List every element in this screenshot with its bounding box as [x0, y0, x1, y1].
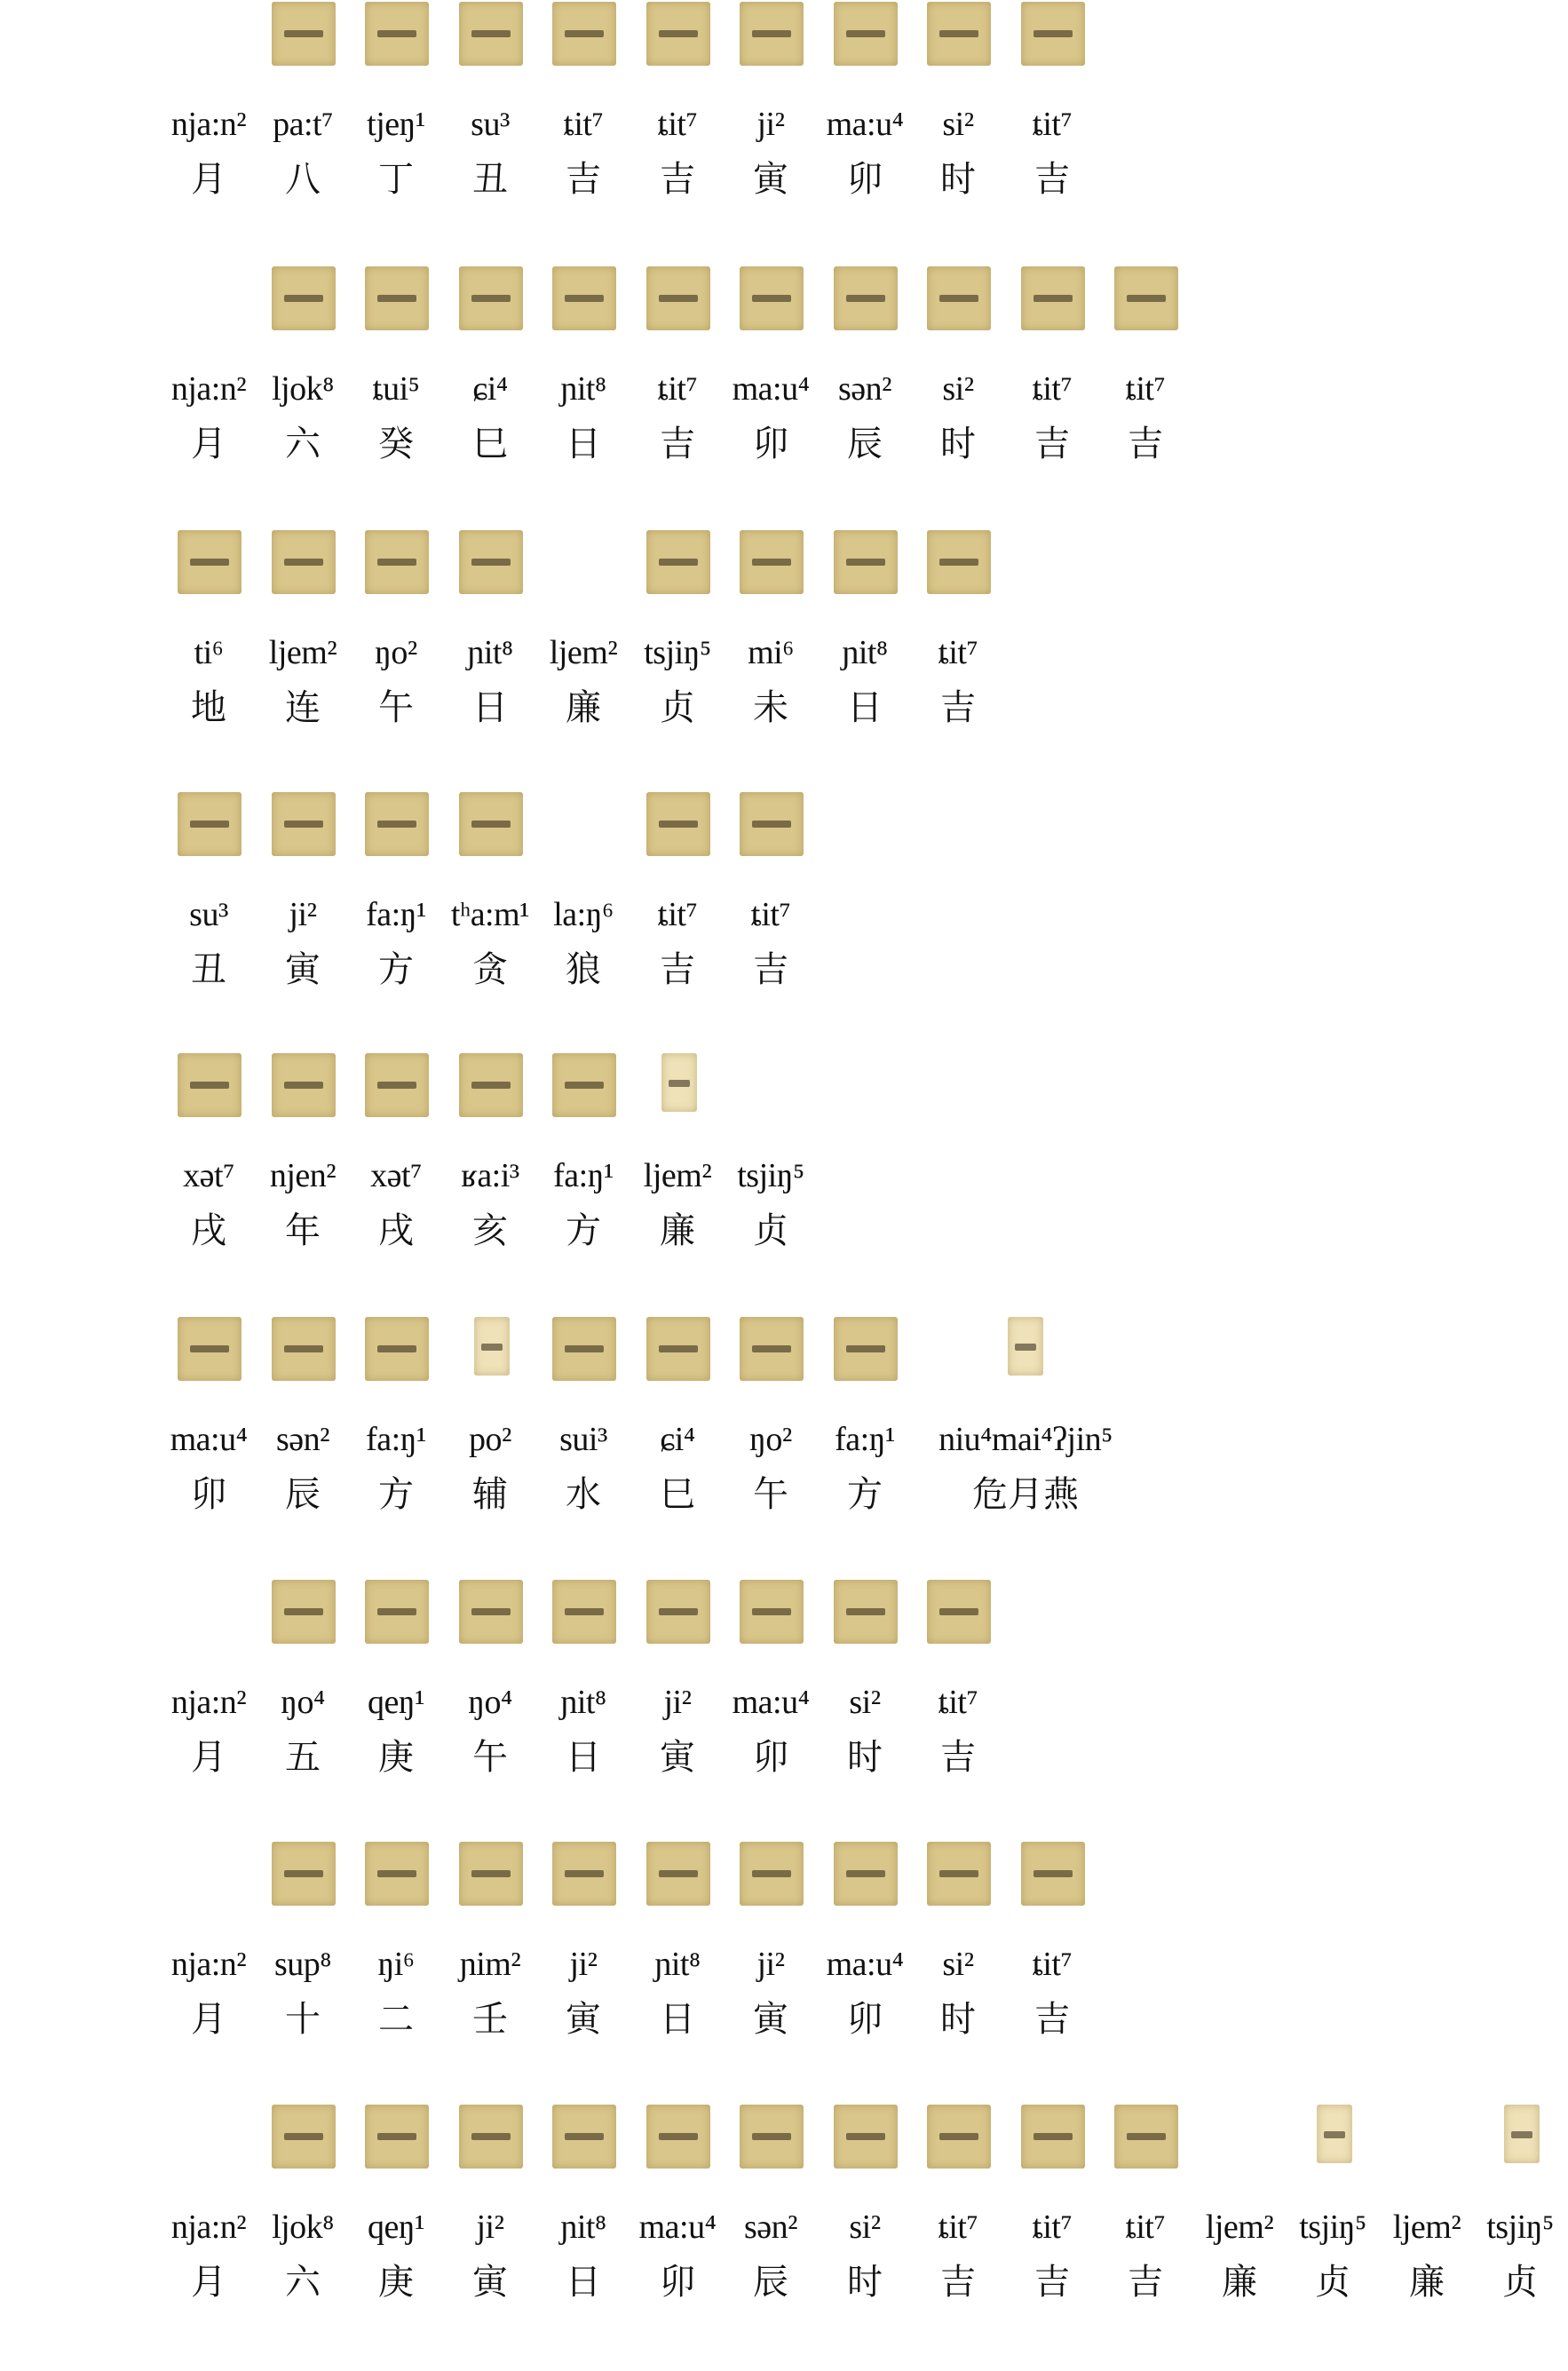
text-row-6 — [0, 1317, 1568, 1583]
chinese-gloss: 地 — [191, 687, 226, 728]
chinese-gloss: 丑 — [472, 159, 508, 200]
romanization: sup⁸ — [273, 1946, 332, 1983]
manuscript-glyph — [740, 530, 804, 594]
manuscript-glyph — [272, 2, 336, 66]
glyph-slot — [740, 1053, 804, 1117]
chinese-gloss: 时 — [847, 2262, 883, 2303]
romanization: tsjiŋ⁵ — [644, 634, 711, 671]
chinese-gloss: 卯 — [753, 424, 788, 464]
chinese-gloss: 月 — [191, 159, 226, 200]
glyph-slot — [552, 792, 616, 856]
chinese-gloss: 日 — [566, 424, 601, 464]
manuscript-glyph — [272, 1317, 336, 1381]
romanization: su³ — [471, 106, 510, 143]
manuscript-glyph — [646, 266, 710, 330]
chinese-gloss: 庚 — [378, 2262, 414, 2303]
chinese-gloss: 时 — [940, 159, 976, 200]
glyph-slot — [178, 2, 242, 66]
glyph-slot — [178, 1842, 242, 1906]
romanization: njen² — [269, 1157, 337, 1194]
manuscript-glyph — [927, 2105, 991, 2169]
manuscript-glyph — [365, 266, 429, 330]
romanization: ji² — [289, 896, 317, 933]
chinese-gloss: 吉 — [1034, 1999, 1070, 2040]
chinese-gloss: 时 — [940, 424, 976, 464]
romanization: ji² — [756, 106, 785, 143]
romanization: si² — [849, 2208, 881, 2246]
manuscript-glyph — [365, 1580, 429, 1644]
chinese-gloss: 吉 — [1034, 159, 1070, 200]
chinese-gloss: 辰 — [285, 1474, 321, 1515]
romanization: ȶit⁷ — [657, 370, 698, 408]
romanization: ȶit⁷ — [1125, 2208, 1166, 2246]
chinese-gloss: 方 — [378, 949, 414, 990]
chinese-gloss: 日 — [660, 1999, 695, 2040]
glyph-slot — [178, 2105, 242, 2169]
romanization: ȶit⁷ — [1032, 106, 1073, 143]
manuscript-glyph — [365, 792, 429, 856]
chinese-gloss: 方 — [378, 1474, 414, 1515]
chinese-gloss: 贪 — [472, 949, 508, 990]
romanization: ȶit⁷ — [938, 1684, 978, 1721]
romanization: ȶit⁷ — [938, 2208, 978, 2246]
manuscript-glyph — [1021, 2105, 1085, 2169]
romanization: tjeŋ¹ — [367, 106, 425, 143]
manuscript-glyph — [1008, 1317, 1043, 1376]
romanization: ji² — [663, 1684, 692, 1721]
romanization: ji² — [476, 2208, 504, 2246]
manuscript-glyph — [1114, 2105, 1178, 2169]
manuscript-glyph — [834, 530, 898, 594]
manuscript-glyph — [646, 792, 710, 856]
manuscript-glyph — [1021, 266, 1085, 330]
romanization: ljok⁸ — [272, 2208, 334, 2246]
romanization: ɲit⁸ — [560, 2208, 606, 2246]
chinese-gloss: 寅 — [566, 1999, 601, 2040]
romanization: ɲit⁸ — [842, 634, 888, 671]
romanization: ma:u⁴ — [638, 2208, 717, 2246]
chinese-gloss: 月 — [191, 424, 226, 464]
romanization: nja:n² — [170, 106, 247, 143]
chinese-gloss: 十 — [285, 1999, 321, 2040]
romanization: ȶit⁷ — [1125, 370, 1166, 408]
manuscript-glyph — [365, 2105, 429, 2169]
romanization: nja:n² — [170, 370, 247, 408]
chinese-gloss: 日 — [847, 687, 883, 728]
manuscript-glyph — [178, 1317, 242, 1381]
chinese-gloss: 寅 — [753, 1999, 788, 2040]
manuscript-glyph — [740, 1580, 804, 1644]
chinese-gloss: 吉 — [753, 949, 788, 990]
chinese-gloss: 月 — [191, 1737, 226, 1778]
chinese-gloss: 卯 — [753, 1737, 788, 1778]
manuscript-glyph — [552, 1580, 616, 1644]
romanization: ma:u⁴ — [170, 1421, 248, 1458]
chinese-gloss: 方 — [847, 1474, 883, 1515]
romanization: si² — [849, 1684, 881, 1721]
text-row-4 — [0, 792, 1568, 1059]
chinese-gloss: 日 — [566, 1737, 601, 1778]
chinese-gloss: 寅 — [472, 2262, 508, 2303]
chinese-gloss: 吉 — [940, 1737, 976, 1778]
chinese-gloss: 连 — [285, 687, 321, 728]
romanization: ȶit⁷ — [938, 634, 978, 671]
romanization: ljem² — [549, 634, 618, 671]
chinese-gloss: 贞 — [1315, 2262, 1350, 2303]
manuscript-glyph — [272, 266, 336, 330]
romanization: ȶit⁷ — [750, 896, 791, 933]
chinese-gloss: 方 — [566, 1210, 601, 1251]
romanization: si² — [942, 370, 974, 408]
manuscript-glyph — [552, 266, 616, 330]
manuscript-glyph — [646, 1842, 710, 1906]
romanization: tsjiŋ⁵ — [1486, 2208, 1554, 2246]
chinese-gloss: 丑 — [191, 949, 226, 990]
romanization: ɲim² — [459, 1946, 521, 1983]
chinese-gloss: 月 — [191, 2262, 226, 2303]
romanization: ɲit⁸ — [560, 370, 606, 408]
chinese-gloss: 吉 — [940, 2262, 976, 2303]
romanization: ȶit⁷ — [657, 106, 698, 143]
text-row-7 — [0, 1580, 1568, 1846]
glyph-slot — [552, 530, 616, 594]
glyph-slot — [1396, 2105, 1460, 2169]
manuscript-glyph — [552, 1842, 616, 1906]
manuscript-glyph — [459, 792, 523, 856]
chinese-gloss: 午 — [753, 1474, 788, 1515]
chinese-gloss: 卯 — [660, 2262, 695, 2303]
chinese-gloss: 六 — [285, 424, 321, 464]
manuscript-glyph — [661, 1053, 697, 1112]
chinese-gloss: 卯 — [847, 159, 883, 200]
chinese-gloss: 贞 — [1502, 2262, 1538, 2303]
manuscript-glyph — [927, 266, 991, 330]
chinese-gloss: 丁 — [378, 159, 414, 200]
manuscript-glyph — [740, 1317, 804, 1381]
chinese-gloss: 午 — [472, 1737, 508, 1778]
chinese-gloss: 廉 — [566, 687, 601, 728]
manuscript-glyph — [834, 266, 898, 330]
text-row-2 — [0, 266, 1568, 533]
romanization: su³ — [189, 896, 228, 933]
romanization: si² — [942, 106, 974, 143]
manuscript-glyph — [927, 530, 991, 594]
chinese-gloss: 辅 — [472, 1474, 508, 1515]
chinese-gloss: 卯 — [847, 1999, 883, 2040]
romanization: ŋo² — [749, 1421, 792, 1458]
romanization: ŋo⁴ — [468, 1684, 512, 1721]
romanization: ɲit⁸ — [560, 1684, 606, 1721]
manuscript-glyph — [1021, 1842, 1085, 1906]
chinese-gloss: 吉 — [660, 949, 695, 990]
manuscript-glyph — [646, 530, 710, 594]
chinese-gloss: 吉 — [1034, 2262, 1070, 2303]
chinese-gloss: 吉 — [566, 159, 601, 200]
manuscript-glyph — [474, 1317, 510, 1376]
romanization: sən² — [275, 1421, 330, 1458]
chinese-gloss: 水 — [566, 1474, 601, 1515]
manuscript-glyph — [1021, 2, 1085, 66]
manuscript-glyph — [178, 530, 242, 594]
manuscript-glyph — [178, 792, 242, 856]
chinese-gloss: 戌 — [378, 1210, 414, 1251]
chinese-gloss: 危月燕 — [972, 1474, 1079, 1515]
glyph-slot — [178, 1580, 242, 1644]
chinese-gloss: 吉 — [1034, 424, 1070, 464]
chinese-gloss: 亥 — [472, 1210, 508, 1251]
manuscript-glyph — [459, 2, 523, 66]
manuscript-glyph — [1504, 2105, 1540, 2163]
romanization: ŋi⁶ — [377, 1946, 415, 1983]
text-row-5 — [0, 1053, 1568, 1320]
manuscript-glyph — [1317, 2105, 1352, 2163]
chinese-gloss: 寅 — [660, 1737, 695, 1778]
romanization: ȶit⁷ — [657, 896, 698, 933]
romanization: sui³ — [559, 1421, 607, 1458]
romanization: ɲit⁸ — [467, 634, 513, 671]
manuscript-glyph — [927, 2, 991, 66]
glyph-slot — [178, 266, 242, 330]
manuscript-glyph — [552, 2105, 616, 2169]
romanization: qeŋ¹ — [367, 2208, 425, 2246]
manuscript-glyph — [740, 2105, 804, 2169]
chinese-gloss: 巳 — [660, 1474, 695, 1515]
romanization: ȶui⁵ — [372, 370, 420, 408]
chinese-gloss: 辰 — [753, 2262, 788, 2303]
manuscript-glyph — [459, 530, 523, 594]
romanization: nja:n² — [170, 1684, 247, 1721]
romanization: si² — [942, 1946, 974, 1983]
romanization: niu⁴mai⁴ʔjin⁵ — [938, 1421, 1113, 1458]
romanization: ȶit⁷ — [563, 106, 604, 143]
romanization: mi⁶ — [748, 634, 794, 671]
romanization: fa:ŋ¹ — [835, 1421, 895, 1458]
manuscript-glyph — [927, 1842, 991, 1906]
romanization: tsjiŋ⁵ — [1299, 2208, 1366, 2246]
romanization: ljem² — [1392, 2208, 1461, 2246]
romanization: ʁa:i³ — [461, 1157, 519, 1194]
romanization: fa:ŋ¹ — [366, 1421, 426, 1458]
chinese-gloss: 未 — [753, 687, 788, 728]
chinese-gloss: 五 — [285, 1737, 321, 1778]
manuscript-glyph — [646, 1317, 710, 1381]
romanization: ȶit⁷ — [1032, 2208, 1073, 2246]
manuscript-glyph — [646, 2, 710, 66]
romanization: qeŋ¹ — [367, 1684, 425, 1721]
romanization: po² — [469, 1421, 511, 1458]
romanization: ljok⁸ — [272, 370, 334, 408]
manuscript-glyph — [552, 1053, 616, 1117]
manuscript-glyph — [178, 1053, 242, 1117]
text-row-1 — [0, 2, 1568, 268]
chinese-gloss: 辰 — [847, 424, 883, 464]
manuscript-glyph — [834, 1580, 898, 1644]
romanization: pa:t⁷ — [273, 106, 333, 143]
manuscript-glyph — [272, 792, 336, 856]
manuscript-glyph — [365, 1842, 429, 1906]
manuscript-glyph — [834, 1842, 898, 1906]
romanization: sən² — [743, 2208, 798, 2246]
romanization: ljem² — [643, 1157, 712, 1194]
manuscript-glyph — [552, 2, 616, 66]
chinese-gloss: 寅 — [753, 159, 788, 200]
glyph-slot — [1208, 2105, 1272, 2169]
chinese-gloss: 时 — [847, 1737, 883, 1778]
romanization: ma:u⁴ — [732, 370, 810, 408]
chinese-gloss: 巳 — [472, 424, 508, 464]
manuscript-glyph — [365, 1053, 429, 1117]
chinese-gloss: 廉 — [1222, 2262, 1257, 2303]
romanization: ji² — [756, 1946, 785, 1983]
manuscript-glyph — [272, 1580, 336, 1644]
chinese-gloss: 吉 — [1128, 424, 1163, 464]
chinese-gloss: 吉 — [940, 687, 976, 728]
romanization: ti⁶ — [194, 634, 224, 671]
chinese-gloss: 寅 — [285, 949, 321, 990]
romanization: ji² — [569, 1946, 598, 1983]
manuscript-glyph — [740, 2, 804, 66]
chinese-gloss: 午 — [378, 687, 414, 728]
manuscript-glyph — [365, 2, 429, 66]
manuscript-glyph — [459, 1842, 523, 1906]
chinese-gloss: 贞 — [660, 687, 695, 728]
romanization: ma:u⁴ — [732, 1684, 810, 1721]
manuscript-glyph — [365, 1317, 429, 1381]
romanization: ma:u⁴ — [826, 1946, 904, 1983]
chinese-gloss: 吉 — [660, 159, 695, 200]
chinese-gloss: 廉 — [660, 1210, 695, 1251]
manuscript-glyph — [927, 1580, 991, 1644]
chinese-gloss: 二 — [378, 1999, 414, 2040]
romanization: sən² — [837, 370, 892, 408]
romanization: ɕi⁴ — [660, 1421, 695, 1458]
chinese-gloss: 日 — [566, 2262, 601, 2303]
manuscript-glyph — [740, 1842, 804, 1906]
chinese-gloss: 庚 — [378, 1737, 414, 1778]
manuscript-glyph — [459, 1053, 523, 1117]
romanization: xət⁷ — [370, 1157, 422, 1194]
text-row-9 — [0, 2105, 1568, 2371]
romanization: ljem² — [1205, 2208, 1274, 2246]
manuscript-glyph — [365, 530, 429, 594]
romanization: ȶit⁷ — [1032, 1946, 1073, 1983]
romanization: fa:ŋ¹ — [553, 1157, 614, 1194]
text-row-3 — [0, 530, 1568, 797]
chinese-gloss: 贞 — [753, 1210, 788, 1251]
manuscript-glyph — [552, 1317, 616, 1381]
manuscript-glyph — [834, 1317, 898, 1381]
chinese-gloss: 日 — [472, 687, 508, 728]
manuscript-glyph — [459, 266, 523, 330]
romanization: ljem² — [268, 634, 337, 671]
manuscript-glyph — [834, 2, 898, 66]
chinese-gloss: 壬 — [472, 1999, 508, 2040]
chinese-gloss: 月 — [191, 1999, 226, 2040]
chinese-gloss: 八 — [285, 159, 321, 200]
chinese-gloss: 戌 — [191, 1210, 226, 1251]
chinese-gloss: 癸 — [378, 424, 414, 464]
chinese-gloss: 吉 — [660, 424, 695, 464]
chinese-gloss: 廉 — [1409, 2262, 1445, 2303]
chinese-gloss: 时 — [940, 1999, 976, 2040]
romanization: ȶit⁷ — [1032, 370, 1073, 408]
romanization: ŋo² — [375, 634, 417, 671]
manuscript-glyph — [740, 792, 804, 856]
chinese-gloss: 卯 — [191, 1474, 226, 1515]
text-row-8 — [0, 1842, 1568, 2108]
manuscript-glyph — [740, 266, 804, 330]
romanization: ma:u⁴ — [826, 106, 904, 143]
romanization: la:ŋ⁶ — [553, 896, 614, 933]
chinese-gloss: 吉 — [1128, 2262, 1163, 2303]
manuscript-glyph — [1114, 266, 1178, 330]
romanization: xət⁷ — [183, 1157, 234, 1194]
manuscript-glyph — [272, 530, 336, 594]
romanization: tsjiŋ⁵ — [737, 1157, 804, 1194]
manuscript-glyph — [272, 1053, 336, 1117]
manuscript-glyph — [646, 1580, 710, 1644]
manuscript-glyph — [272, 1842, 336, 1906]
chinese-gloss: 狼 — [566, 949, 601, 990]
romanization: fa:ŋ¹ — [366, 896, 426, 933]
manuscript-glyph — [459, 2105, 523, 2169]
chinese-gloss: 年 — [285, 1210, 321, 1251]
manuscript-glyph — [834, 2105, 898, 2169]
romanization: ɲit⁸ — [654, 1946, 701, 1983]
romanization: ɕi⁴ — [472, 370, 508, 408]
romanization: ŋo⁴ — [281, 1684, 325, 1721]
romanization: tʰa:m¹ — [450, 896, 530, 933]
chinese-gloss: 六 — [285, 2262, 321, 2303]
romanization: nja:n² — [170, 1946, 247, 1983]
romanization: nja:n² — [170, 2208, 247, 2246]
manuscript-glyph — [272, 2105, 336, 2169]
manuscript-glyph — [459, 1580, 523, 1644]
manuscript-glyph — [646, 2105, 710, 2169]
